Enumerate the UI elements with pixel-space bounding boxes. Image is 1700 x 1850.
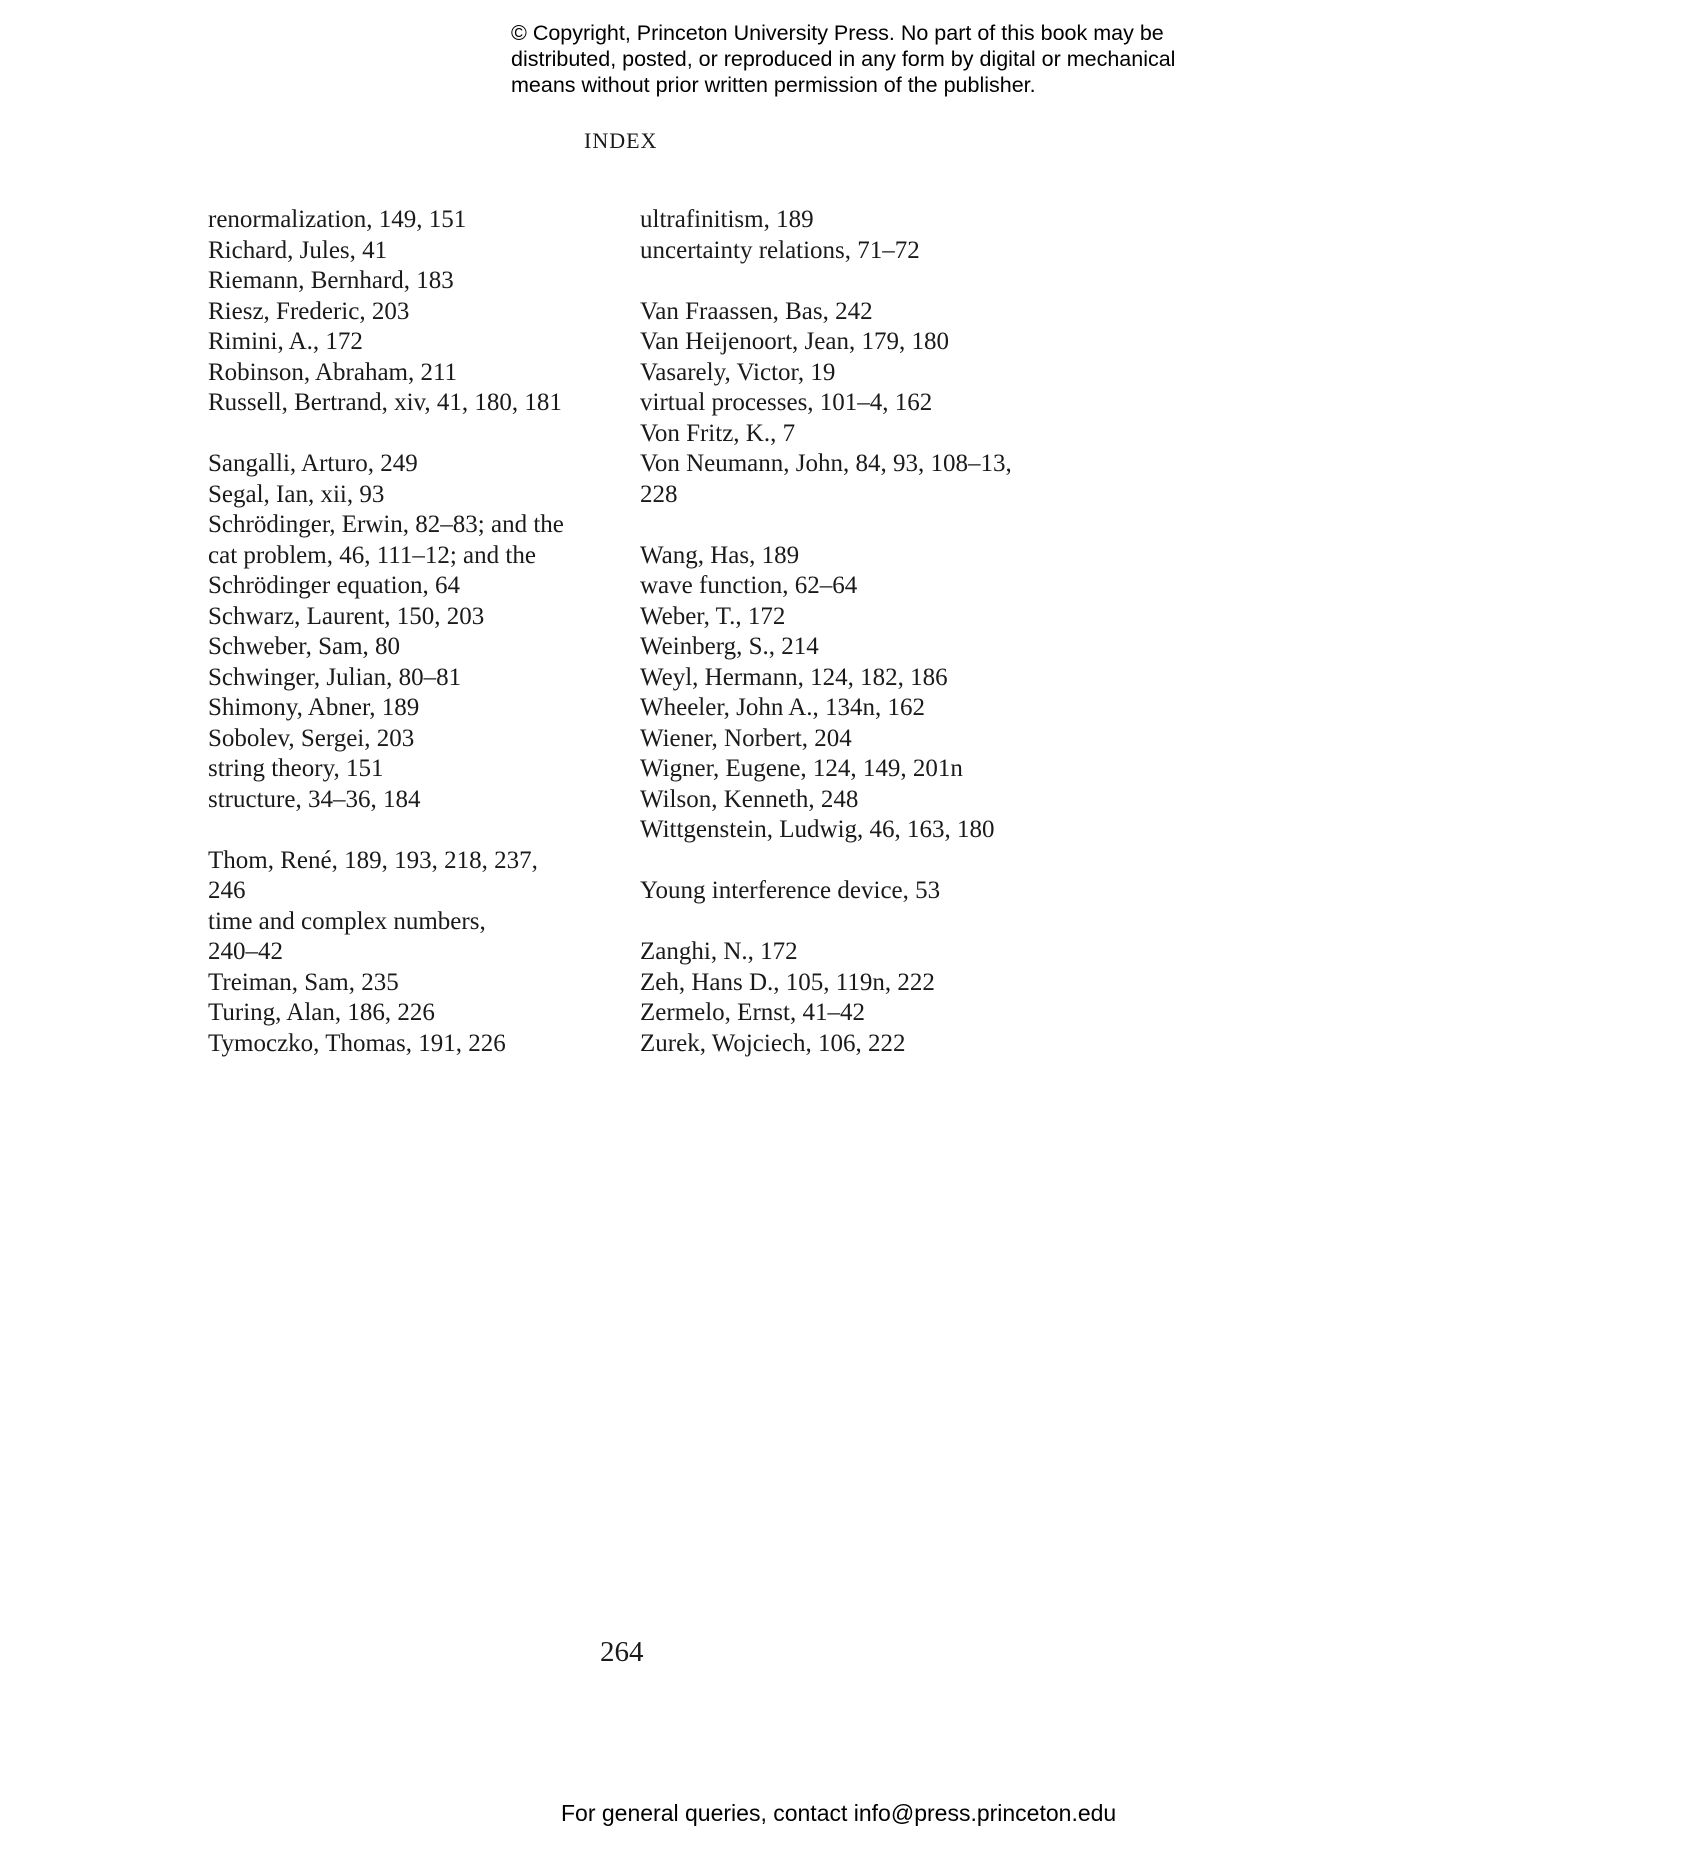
index-group-s: [208, 449, 628, 815]
index-group-v: [640, 297, 1080, 511]
copyright-line: distributed, posted, or reproduced in any form by digital or mechanical: [511, 47, 1176, 71]
entry-line: 246: [208, 877, 246, 904]
index-entry: Wilson, Kenneth, 248: [640, 785, 859, 813]
index-entry: Sobolev, Sergei, 203: [208, 724, 415, 752]
index-entry-multiline: [208, 510, 628, 602]
index-group-t: [208, 846, 628, 1060]
index-group-r: [208, 205, 628, 419]
index-column-right: [640, 205, 1080, 1059]
index-entry-multiline: [208, 907, 628, 968]
index-entry: Turing, Alan, 186, 226: [208, 999, 435, 1026]
index-entry: Weber, T., 172: [640, 602, 786, 630]
entry-line: 240–42: [208, 938, 283, 965]
entry-line: cat problem, 46, 111–12; and the: [208, 541, 536, 569]
index-entry: Zermelo, Ernst, 41–42: [640, 999, 865, 1026]
entry-line: Von Neumann, John, 84, 93, 108–13,: [640, 450, 1012, 477]
entry-line: Thom, René, 189, 193, 218, 237,: [208, 846, 538, 874]
index-entry: Schwinger, Julian, 80–81: [208, 663, 462, 691]
index-entry: uncertainty relations, 71–72: [640, 236, 920, 264]
index-entry-multiline: [640, 449, 1080, 510]
entry-line: Schrödinger equation, 64: [208, 572, 461, 599]
index-entry: string theory, 151: [208, 755, 384, 782]
index-entry: Schwarz, Laurent, 150, 203: [208, 602, 485, 630]
index-entry: Riesz, Frederic, 203: [208, 297, 410, 325]
index-entry: structure, 34–36, 184: [208, 785, 421, 813]
index-entry: Wigner, Eugene, 124, 149, 201n: [640, 755, 963, 782]
index-entry: Van Fraassen, Bas, 242: [640, 297, 873, 325]
entry-line: 228: [640, 480, 678, 508]
copyright-notice: [511, 20, 1271, 98]
index-column-left: [208, 205, 628, 1059]
index-entry: Russell, Bertrand, xiv, 41, 180, 181: [208, 389, 562, 416]
index-group-w: [640, 541, 1080, 846]
page-number: 264: [600, 1636, 644, 1668]
group-spacer: [640, 510, 1080, 541]
index-group-u: [640, 205, 1080, 266]
index-entry: Wittgenstein, Ludwig, 46, 163, 180: [640, 816, 995, 843]
group-spacer: [640, 266, 1080, 297]
index-entry: Wiener, Norbert, 204: [640, 724, 852, 752]
group-spacer: [640, 846, 1080, 877]
group-spacer: [208, 419, 628, 450]
copyright-line: means without prior written permission of the publisher.: [511, 73, 1036, 97]
index-entry: Richard, Jules, 41: [208, 236, 388, 264]
index-entry: Weinberg, S., 214: [640, 633, 819, 660]
index-entry-multiline: [208, 846, 628, 907]
entry-line: time and complex numbers,: [208, 907, 486, 935]
index-entry: Vasarely, Victor, 19: [640, 358, 836, 386]
index-entry: Zeh, Hans D., 105, 119n, 222: [640, 968, 935, 996]
index-entry: Schweber, Sam, 80: [208, 633, 401, 660]
index-entry: ultrafinitism, 189: [640, 206, 814, 233]
index-entry: Rimini, A., 172: [208, 328, 363, 355]
index-entry: Shimony, Abner, 189: [208, 694, 420, 721]
group-spacer: [208, 815, 628, 846]
index-entry: Segal, Ian, xii, 93: [208, 480, 385, 508]
index-entry: wave function, 62–64: [640, 572, 858, 599]
index-entry: Weyl, Hermann, 124, 182, 186: [640, 663, 948, 691]
running-head: INDEX: [584, 128, 658, 153]
index-entry: virtual processes, 101–4, 162: [640, 389, 933, 416]
index-entry: Sangalli, Arturo, 249: [208, 450, 418, 477]
index-entry: Robinson, Abraham, 211: [208, 358, 458, 386]
index-entry: Wang, Has, 189: [640, 541, 800, 569]
index-entry: Riemann, Bernhard, 183: [208, 267, 454, 294]
copyright-line: © Copyright, Princeton University Press. No part of this book may be: [511, 21, 1164, 45]
index-entry: Zurek, Wojciech, 106, 222: [640, 1029, 906, 1057]
index-entry: Tymoczko, Thomas, 191, 226: [208, 1029, 506, 1057]
index-entry: renormalization, 149, 151: [208, 206, 467, 233]
index-entry: Treiman, Sam, 235: [208, 968, 399, 996]
index-group-z: [640, 937, 1080, 1059]
group-spacer: [640, 907, 1080, 938]
index-group-y: [640, 876, 1080, 907]
index-entry: Wheeler, John A., 134n, 162: [640, 694, 926, 721]
index-entry: Young interference device, 53: [640, 877, 941, 904]
entry-line: Schrödinger, Erwin, 82–83; and the: [208, 511, 564, 538]
index-entry: Von Fritz, K., 7: [640, 419, 796, 447]
footer-contact: For general queries, contact info@press.princeton.edu: [561, 1800, 1117, 1826]
index-entry: Van Heijenoort, Jean, 179, 180: [640, 328, 949, 355]
index-entry: Zanghi, N., 172: [640, 938, 798, 965]
